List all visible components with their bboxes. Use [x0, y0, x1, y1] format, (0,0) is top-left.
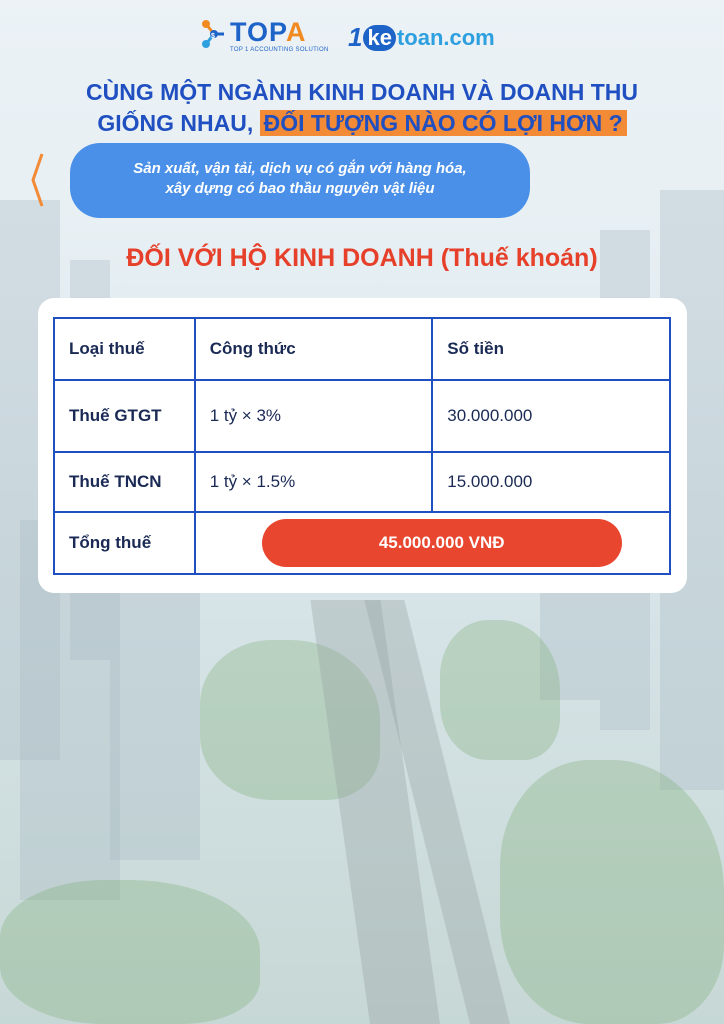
ketoan-domain: toan.com	[396, 24, 495, 50]
headline	[0, 77, 724, 139]
total-label: Tổng thuế	[54, 512, 195, 574]
header-amount: Số tiền	[432, 318, 670, 380]
header-formula: Công thức	[195, 318, 433, 380]
table-header-row	[54, 318, 670, 380]
tax-table	[53, 317, 671, 575]
formula-cell: 1 tỷ × 3%	[195, 380, 433, 452]
total-value-badge: 45.000.000 VNĐ	[262, 519, 622, 567]
formula-cell: 1 tỷ × 1.5%	[195, 452, 433, 512]
tax-type-cell: Thuế GTGT	[54, 380, 195, 452]
table-row	[54, 452, 670, 512]
topa-wordmark-accent: A	[286, 17, 307, 47]
table-total-row	[54, 512, 670, 574]
total-cell	[195, 512, 670, 574]
table-row	[54, 380, 670, 452]
category-line-2: xây dựng có bao thầu nguyên vật liệu	[165, 180, 435, 197]
topa-wordmark: TOP	[230, 17, 287, 47]
headline-line-2	[0, 108, 724, 139]
headline-line-2-plain: GIỐNG NHAU,	[97, 110, 260, 136]
amount-cell: 30.000.000	[432, 380, 670, 452]
headline-highlight: ĐỐI TƯỢNG NÀO CÓ LỢI HƠN ?	[260, 110, 627, 136]
tax-type-cell: Thuế TNCN	[54, 452, 195, 512]
topa-logo	[200, 18, 329, 53]
category-line-1: Sản xuất, vận tải, dịch vụ có gắn với hàng hóa,	[133, 160, 467, 177]
chevron-left-icon	[30, 150, 44, 210]
topa-tagline: TOP 1 ACCOUNTING SOLUTION	[230, 47, 329, 53]
headline-line-1: CÙNG MỘT NGÀNH KINH DOANH VÀ DOANH THU	[86, 79, 638, 105]
logo-bar	[0, 14, 724, 64]
ketoan-one: 1	[348, 22, 363, 52]
amount-cell: 15.000.000	[432, 452, 670, 512]
topa-network-icon	[200, 18, 226, 48]
svg-text:$: $	[211, 33, 215, 40]
ketoan-ke: ke	[363, 25, 395, 51]
1ketoan-logo	[348, 22, 495, 53]
header-tax-type: Loại thuế	[54, 318, 195, 380]
category-pill	[70, 143, 530, 218]
section-title: ĐỐI VỚI HỘ KINH DOANH (Thuế khoán)	[126, 244, 598, 272]
